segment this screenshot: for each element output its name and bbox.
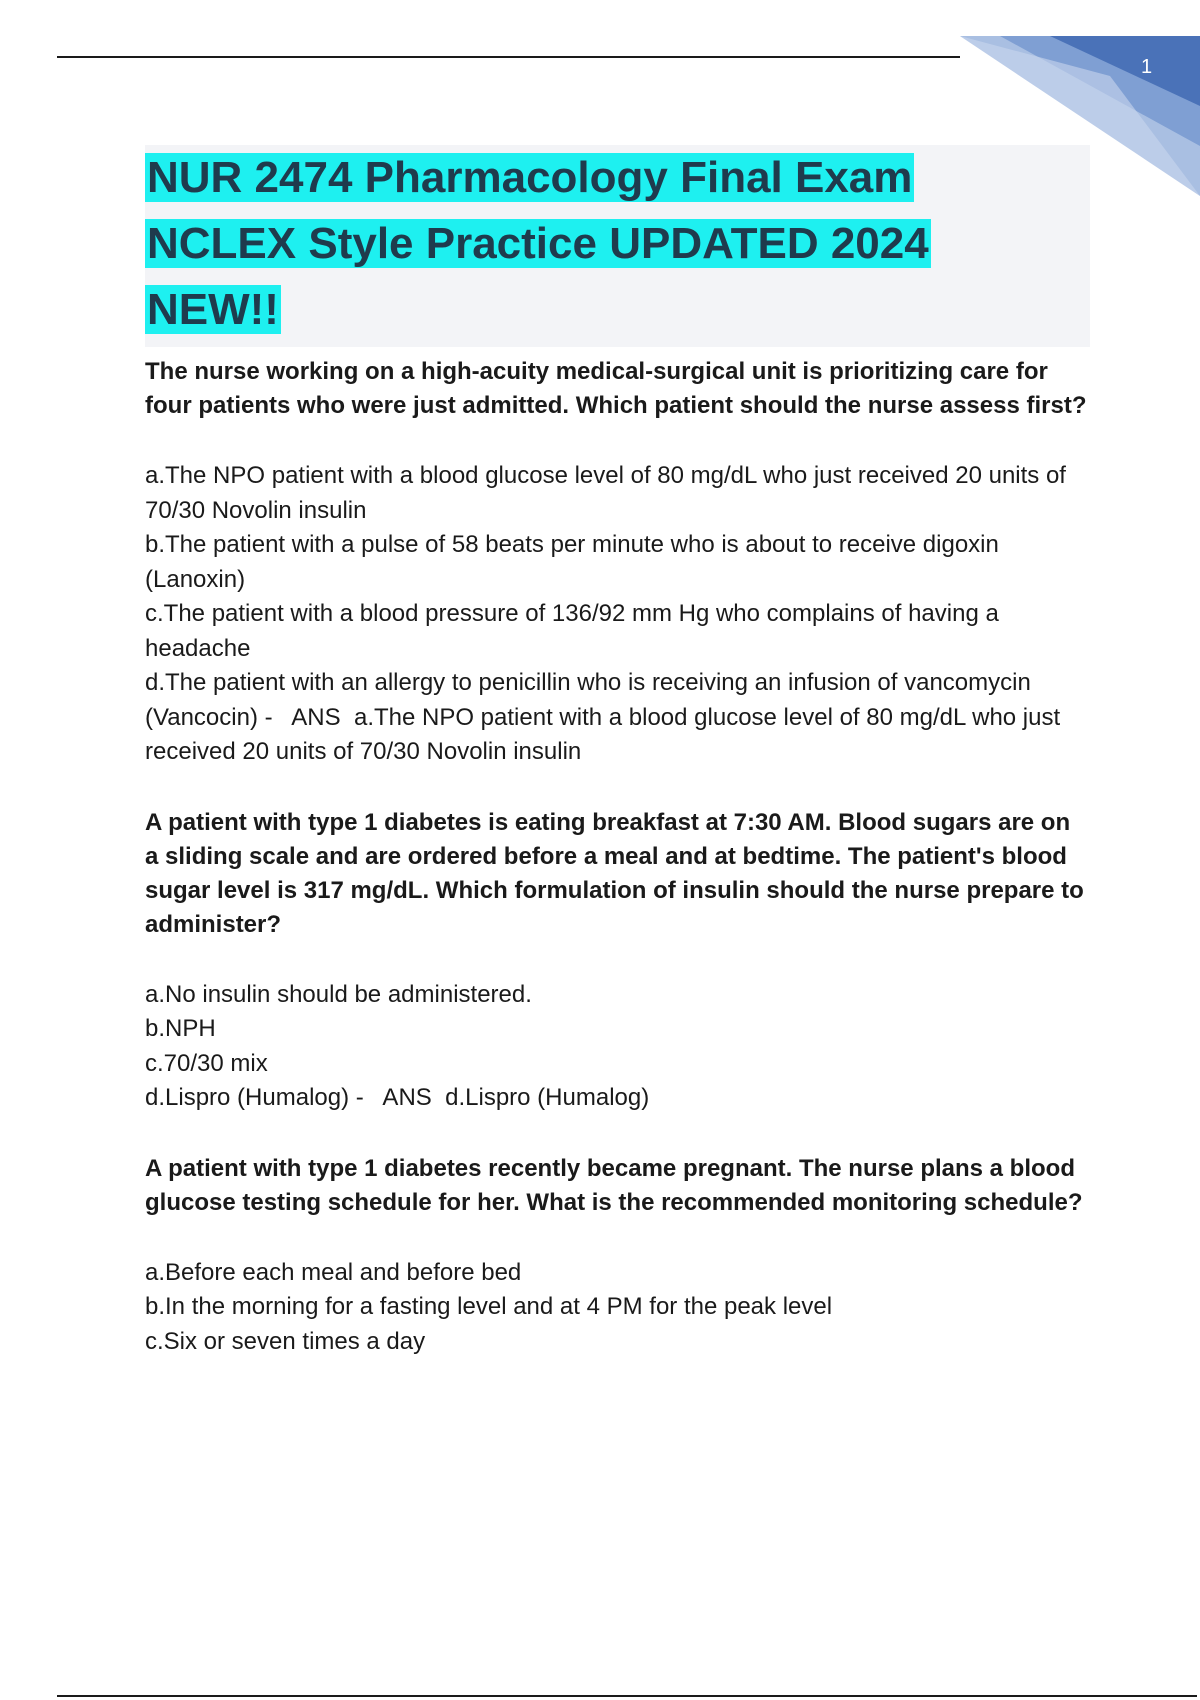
answer-text: a.The NPO patient with a blood glucose level of 80 mg/dL who just received 20 units of 70/30 Novolin insulin (145, 703, 1061, 765)
option-c: c.70/30 mix (145, 1049, 268, 1077)
option-c: c.Six or seven times a day (145, 1327, 426, 1355)
option-c: c.The patient with a blood pressure of 136/92 mm Hg who complains of having a headache (145, 600, 999, 662)
option-b: b.NPH (145, 1015, 216, 1042)
title-line-2: NCLEX Style Practice UPDATED 2024 (147, 219, 929, 268)
title-line-3: NEW!! (147, 285, 279, 334)
option-a: a.Before each meal and before bed (145, 1258, 522, 1286)
question-1: The nurse working on a high-acuity medical-surgical unit is prioritizing care for four patients who were just admitted. Which patient should the nurse assess first? (145, 358, 1087, 419)
question-3-options (145, 1256, 1090, 1360)
document-body (145, 145, 1090, 1395)
question-2: A patient with type 1 diabetes is eating breakfast at 7:30 AM. Blood sugars are on a sliding scale and are ordered before a meal and at bedtime. The patient's blood sugar level is 317 mg/dL. Which formulation of insulin should the nurse prepare to administer? (145, 808, 1084, 938)
question-1-options (145, 459, 1090, 770)
question-2-options (145, 978, 1090, 1116)
question-3: A patient with type 1 diabetes recently became pregnant. The nurse plans a blood glucose testing schedule for her. What is the recommended monitoring schedule? (145, 1154, 1083, 1216)
option-a: a.The NPO patient with a blood glucose level of 80 mg/dL who just received 20 units of 70/30 Novolin insulin (145, 462, 1066, 524)
title-block (145, 145, 1090, 347)
option-d: d.The patient with an allergy to penicillin who is receiving an infusion of vancomycin (Vancocin) (145, 669, 1031, 731)
footer-rule (57, 1695, 1197, 1697)
option-d-with-answer (145, 666, 1090, 770)
document-title (145, 145, 1090, 343)
option-b: b.The patient with a pulse of 58 beats per minute who is about to receive digoxin (Lanoxin) (145, 531, 999, 593)
option-d: d.Lispro (Humalog) (145, 1084, 350, 1111)
answer-text: d.Lispro (Humalog) (445, 1084, 650, 1111)
option-b: b.In the morning for a fasting level and at 4 PM for the peak level (145, 1293, 833, 1320)
title-line-1: NUR 2474 Pharmacology Final Exam (147, 153, 913, 202)
header-rule (57, 56, 960, 58)
answer-marker: - ANS (257, 703, 354, 731)
answer-marker: - ANS (349, 1084, 446, 1111)
option-d-with-answer (145, 1081, 1090, 1116)
page-number: 1 (1141, 56, 1153, 78)
option-a: a.No insulin should be administered. (145, 980, 532, 1008)
